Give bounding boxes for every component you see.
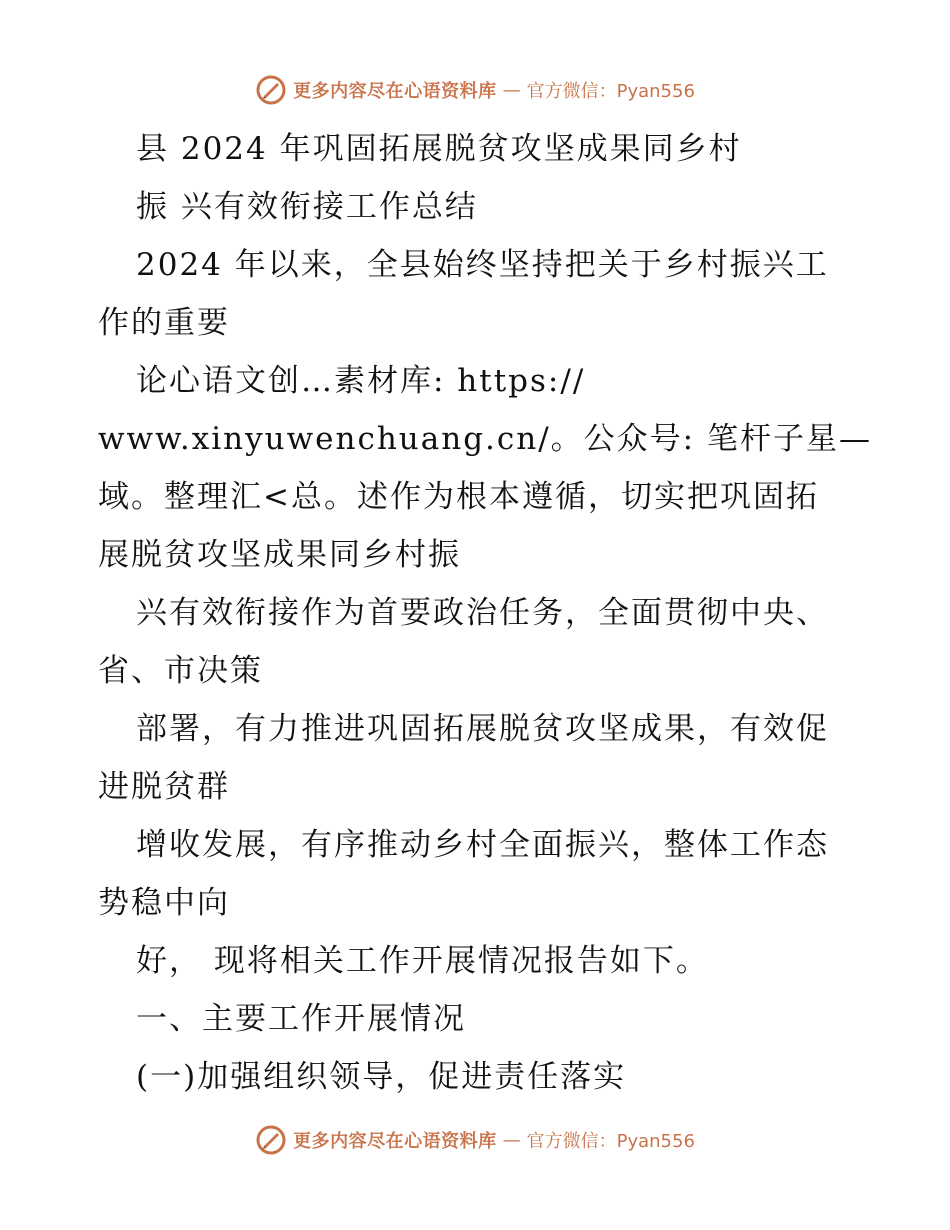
doc-paragraph-line: 好， 现将相关工作开展情况报告如下。 [136,943,709,979]
doc-paragraph-line: www.xinyuwenchuang.cn/。公众号: 笔杆子星— [98,421,872,457]
doc-paragraph-line: 省、市决策 [98,653,263,689]
doc-paragraph-line: 势稳中向 [98,885,230,921]
brand-logo-icon [255,74,287,106]
doc-paragraph-line: 作的重要 [98,305,230,341]
doc-paragraph-line: 2024 年以来，全县始终坚持把关于乡村振兴工 [136,247,829,283]
doc-paragraph-line: 进脱贫群 [98,769,230,805]
brand-logo-icon [255,1124,287,1156]
doc-paragraph-line: 增收发展，有序推动乡村全面振兴，整体工作态 [136,827,829,863]
banner [255,74,695,106]
doc-subsection-heading: (一)加强组织领导，促进责任落实 [136,1059,627,1095]
doc-section-heading: 一、主要工作开展情况 [136,1001,466,1037]
banner-official-text: 官方微信：Pyan556 [526,1131,695,1152]
doc-paragraph-line: 展脱贫攻坚成果同乡村振 [98,537,461,573]
doc-title-line-2: 振 兴有效衔接工作总结 [136,189,478,225]
doc-title-line-1: 县 2024 年巩固拓展脱贫攻坚成果同乡村 [136,131,742,167]
banner-official-text: 官方微信：Pyan556 [526,81,695,102]
banner [255,1124,695,1156]
banner-main-text: 更多内容尽在心语资料库 [293,81,497,102]
doc-paragraph-line: 部署，有力推进巩固拓展脱贫攻坚成果，有效促 [136,711,829,747]
document-body [98,120,872,1106]
doc-paragraph-line: 兴有效衔接作为首要政治任务，全面贯彻中央、 [136,595,829,631]
doc-paragraph-line: 域。整理汇<总。述作为根本遵循，切实把巩固拓 [98,479,819,515]
banner-separator: — [502,79,521,101]
banner-separator: — [502,1129,521,1151]
banner-main-text: 更多内容尽在心语资料库 [293,1131,497,1152]
page-header-banner [0,70,950,110]
doc-paragraph-line: 论心语文创…素材库: https:// [136,363,586,399]
page-footer-banner [0,1120,950,1160]
